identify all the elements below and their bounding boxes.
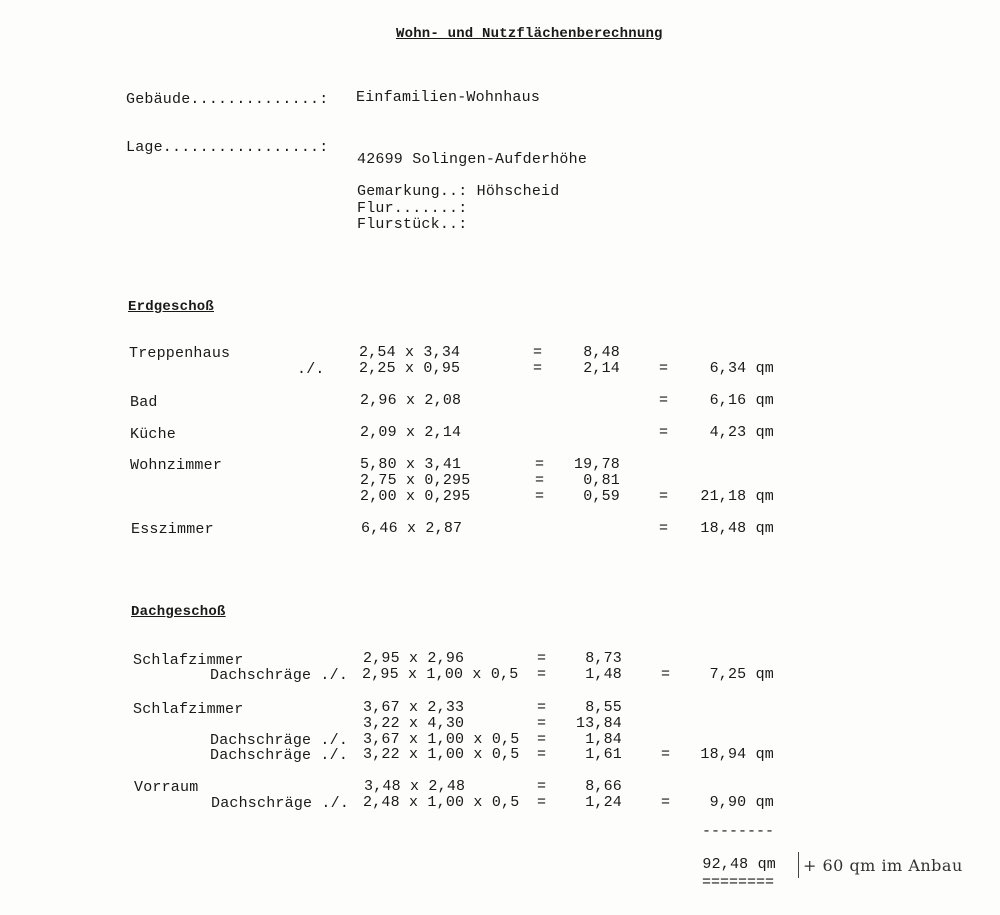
dg-eq-total: = [661, 746, 671, 763]
eg-total: 18,48 qm [700, 520, 774, 537]
dg-eq-total: = [661, 794, 671, 811]
dg-dims: 3,22 x 1,00 x 0,5 [363, 746, 520, 763]
dg-room-name: Dachschräge ./. [210, 747, 349, 764]
dg-total: 7,25 qm [709, 666, 774, 683]
handwritten-note: + 60 qm im Anbau [803, 856, 963, 875]
dg-dims: 2,95 x 2,96 [363, 650, 465, 667]
eg-eq-total: = [659, 488, 669, 505]
handwritten-bar [798, 852, 799, 878]
dg-value: 1,48 [585, 666, 622, 683]
dg-dims: 2,48 x 1,00 x 0,5 [363, 794, 520, 811]
dg-eq: = [537, 794, 547, 811]
eg-eq: = [535, 488, 545, 505]
dg-total: 18,94 qm [700, 746, 774, 763]
eg-eq-total: = [659, 392, 669, 409]
eg-eq-total: = [659, 520, 669, 537]
dg-value: 1,61 [585, 746, 622, 763]
dg-eq: = [537, 731, 547, 748]
eg-eq: = [535, 472, 545, 489]
eg-value: 2,14 [583, 360, 620, 377]
eg-dims: 2,25 x 0,95 [359, 360, 461, 377]
eg-dims: 2,54 x 3,34 [359, 344, 461, 361]
dg-dims: 3,67 x 2,33 [363, 699, 465, 716]
eg-room-name: Küche [130, 426, 177, 443]
eg-room-name: Wohnzimmer [130, 457, 223, 474]
dg-room-name: Dachschräge ./. [210, 732, 349, 749]
eg-eq: = [533, 344, 543, 361]
dg-eq: = [537, 650, 547, 667]
dg-dims: 2,95 x 1,00 x 0,5 [362, 666, 519, 683]
dg-eq: = [537, 699, 547, 716]
dg-room-name: Vorraum [134, 779, 199, 796]
eg-room-name: Esszimmer [131, 521, 214, 538]
dg-eq: = [537, 778, 547, 795]
flur-line: Flur.......: [357, 200, 468, 217]
flurstueck-line: Flurstück..: [357, 216, 468, 233]
eg-total: 4,23 qm [709, 424, 774, 441]
erdgeschoss-heading: Erdgeschoß [128, 299, 215, 315]
eg-total: 6,34 qm [709, 360, 774, 377]
dg-dims: 3,67 x 1,00 x 0,5 [363, 731, 520, 748]
eg-eq-total: = [659, 424, 669, 441]
dg-value: 8,66 [585, 778, 622, 795]
gebaeude-value: Einfamilien-Wohnhaus [356, 89, 541, 106]
eg-dims: 2,75 x 0,295 [360, 472, 471, 489]
eg-dims: 6,46 x 2,87 [361, 520, 463, 537]
document-title: Wohn- und Nutzflächenberechnung [396, 26, 663, 42]
dg-dims: 3,22 x 4,30 [363, 715, 465, 732]
dg-eq: = [537, 746, 547, 763]
dg-value: 8,73 [585, 650, 622, 667]
dg-eq-total: = [661, 666, 671, 683]
dg-value: 1,24 [585, 794, 622, 811]
dg-total: 9,90 qm [709, 794, 774, 811]
dachgeschoss-heading: Dachgeschoß [131, 604, 226, 620]
dg-eq: = [537, 715, 547, 732]
eg-room-name: Treppenhaus [129, 345, 231, 362]
eg-dims: 5,80 x 3,41 [360, 456, 462, 473]
eg-room-name: Bad [130, 394, 158, 411]
dg-value: 1,84 [585, 731, 622, 748]
dg-value: 13,84 [575, 715, 622, 732]
eg-value: 0,81 [583, 472, 620, 489]
eg-total: 6,16 qm [709, 392, 774, 409]
gebaeude-label: Gebäude..............: [126, 91, 329, 108]
eg-dims: 2,00 x 0,295 [360, 488, 471, 505]
dg-eq: = [537, 666, 547, 683]
sum-double-line: ======== [702, 874, 775, 891]
lage-label: Lage.................: [126, 139, 329, 156]
dg-dims: 3,48 x 2,48 [364, 778, 466, 795]
eg-eq: = [533, 360, 543, 377]
dg-room-name: Schlafzimmer [133, 701, 244, 718]
eg-eq: = [535, 456, 545, 473]
eg-prefix: ./. [297, 361, 325, 378]
dg-room-name: Dachschräge ./. [211, 795, 350, 812]
grand-total: 92,48 qm [702, 856, 776, 873]
dg-room-name: Dachschräge ./. [210, 667, 349, 684]
eg-eq-total: = [659, 360, 669, 377]
eg-value: 8,48 [583, 344, 620, 361]
eg-total: 21,18 qm [700, 488, 774, 505]
sum-single-line: -------- [702, 823, 775, 840]
dg-value: 8,55 [585, 699, 622, 716]
eg-value: 19,78 [573, 456, 620, 473]
eg-dims: 2,09 x 2,14 [360, 424, 462, 441]
gemarkung-line: Gemarkung..: Höhscheid [357, 183, 560, 200]
eg-dims: 2,96 x 2,08 [360, 392, 462, 409]
dg-room-name: Schlafzimmer [133, 652, 244, 669]
lage-value: 42699 Solingen-Aufderhöhe [357, 151, 588, 168]
eg-value: 0,59 [583, 488, 620, 505]
